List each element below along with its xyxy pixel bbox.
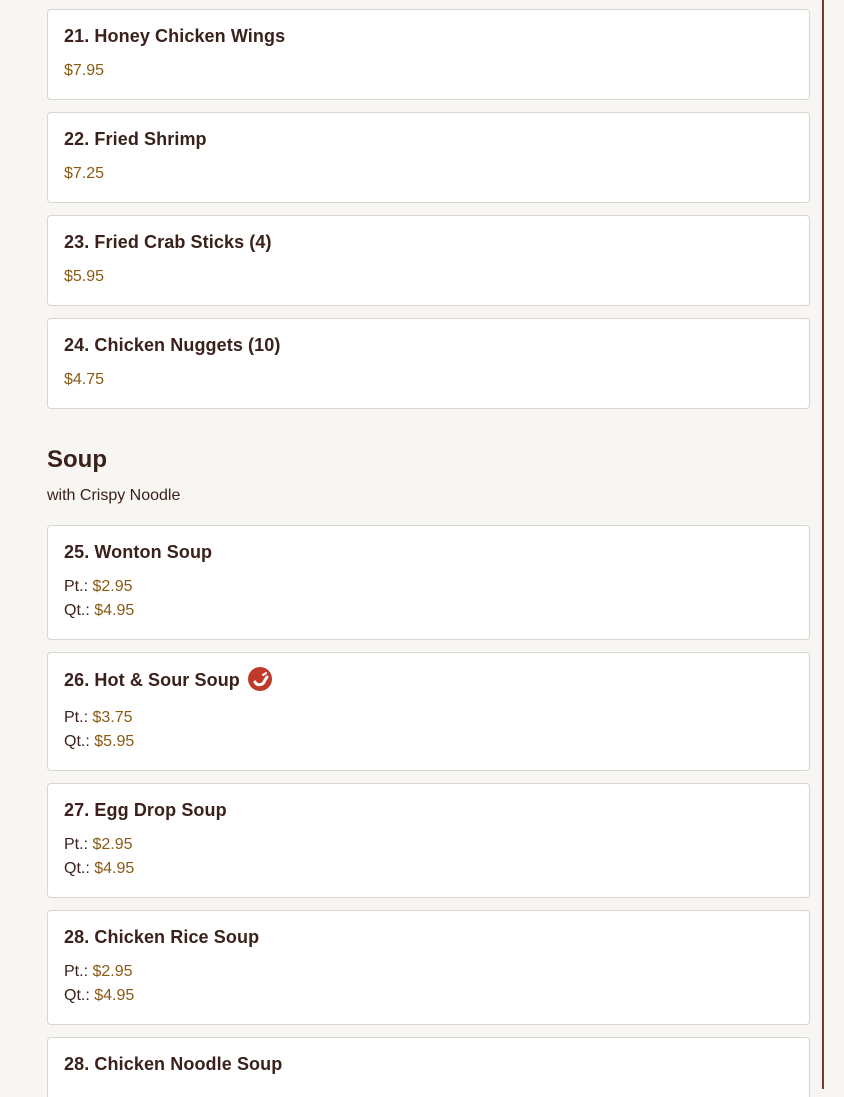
menu-item-name: 21. Honey Chicken Wings: [64, 26, 286, 46]
quart-label: Qt.:: [64, 987, 90, 1004]
pint-price-row: [64, 836, 133, 854]
spicy-pepper-icon: [248, 667, 272, 691]
pint-price: $2.95: [92, 836, 133, 853]
menu-item-price: $5.95: [64, 268, 105, 285]
menu-item-price: $4.75: [64, 371, 105, 388]
pint-price: $3.75: [92, 709, 133, 726]
pint-price: $2.95: [92, 963, 133, 980]
pint-price-row: [64, 963, 133, 981]
pint-price-row: [64, 578, 133, 596]
pint-label: Pt.:: [64, 578, 89, 595]
menu-item-card[interactable]: [47, 1037, 810, 1097]
pint-price: $2.95: [92, 578, 133, 595]
pint-label: Pt.:: [64, 836, 89, 853]
menu-item-card[interactable]: [47, 652, 810, 771]
quart-price-row: [64, 733, 134, 751]
quart-price-row: [64, 860, 134, 878]
menu-item-name: 24. Chicken Nuggets (10): [64, 335, 281, 355]
menu-item-card[interactable]: [47, 215, 810, 306]
quart-price: $4.95: [94, 860, 135, 877]
menu-item-price: $7.25: [64, 165, 105, 182]
menu-item-card[interactable]: [47, 112, 810, 203]
quart-price: $4.95: [94, 602, 135, 619]
menu-item-card[interactable]: [47, 783, 810, 898]
quart-label: Qt.:: [64, 860, 90, 877]
quart-price-row: [64, 987, 134, 1005]
section-subtitle: with Crispy Noodle: [47, 487, 181, 504]
quart-price: $4.95: [94, 987, 135, 1004]
pint-price-row: [64, 709, 133, 727]
menu-item-name: 23. Fried Crab Sticks (4): [64, 232, 272, 252]
menu-item-card[interactable]: [47, 9, 810, 100]
menu-item-price: $7.95: [64, 62, 105, 79]
menu-item-name: 28. Chicken Noodle Soup: [64, 1054, 283, 1074]
quart-label: Qt.:: [64, 602, 90, 619]
menu-item-name: 25. Wonton Soup: [64, 542, 213, 562]
menu-item-name-row: [64, 669, 272, 693]
quart-price: $5.95: [94, 733, 135, 750]
menu-item-name: 28. Chicken Rice Soup: [64, 927, 260, 947]
section-title: Soup: [47, 446, 107, 473]
menu-item-card[interactable]: [47, 318, 810, 409]
pint-label: Pt.:: [64, 963, 89, 980]
quart-label: Qt.:: [64, 733, 90, 750]
pint-label: Pt.:: [64, 709, 89, 726]
menu-item-card[interactable]: [47, 910, 810, 1025]
page-right-border: [822, 0, 824, 1089]
menu-item-name: 26. Hot & Sour Soup: [64, 669, 240, 690]
menu-item-name: 22. Fried Shrimp: [64, 129, 207, 149]
menu-item-card[interactable]: [47, 525, 810, 640]
quart-price-row: [64, 602, 134, 620]
menu-item-name: 27. Egg Drop Soup: [64, 800, 227, 820]
